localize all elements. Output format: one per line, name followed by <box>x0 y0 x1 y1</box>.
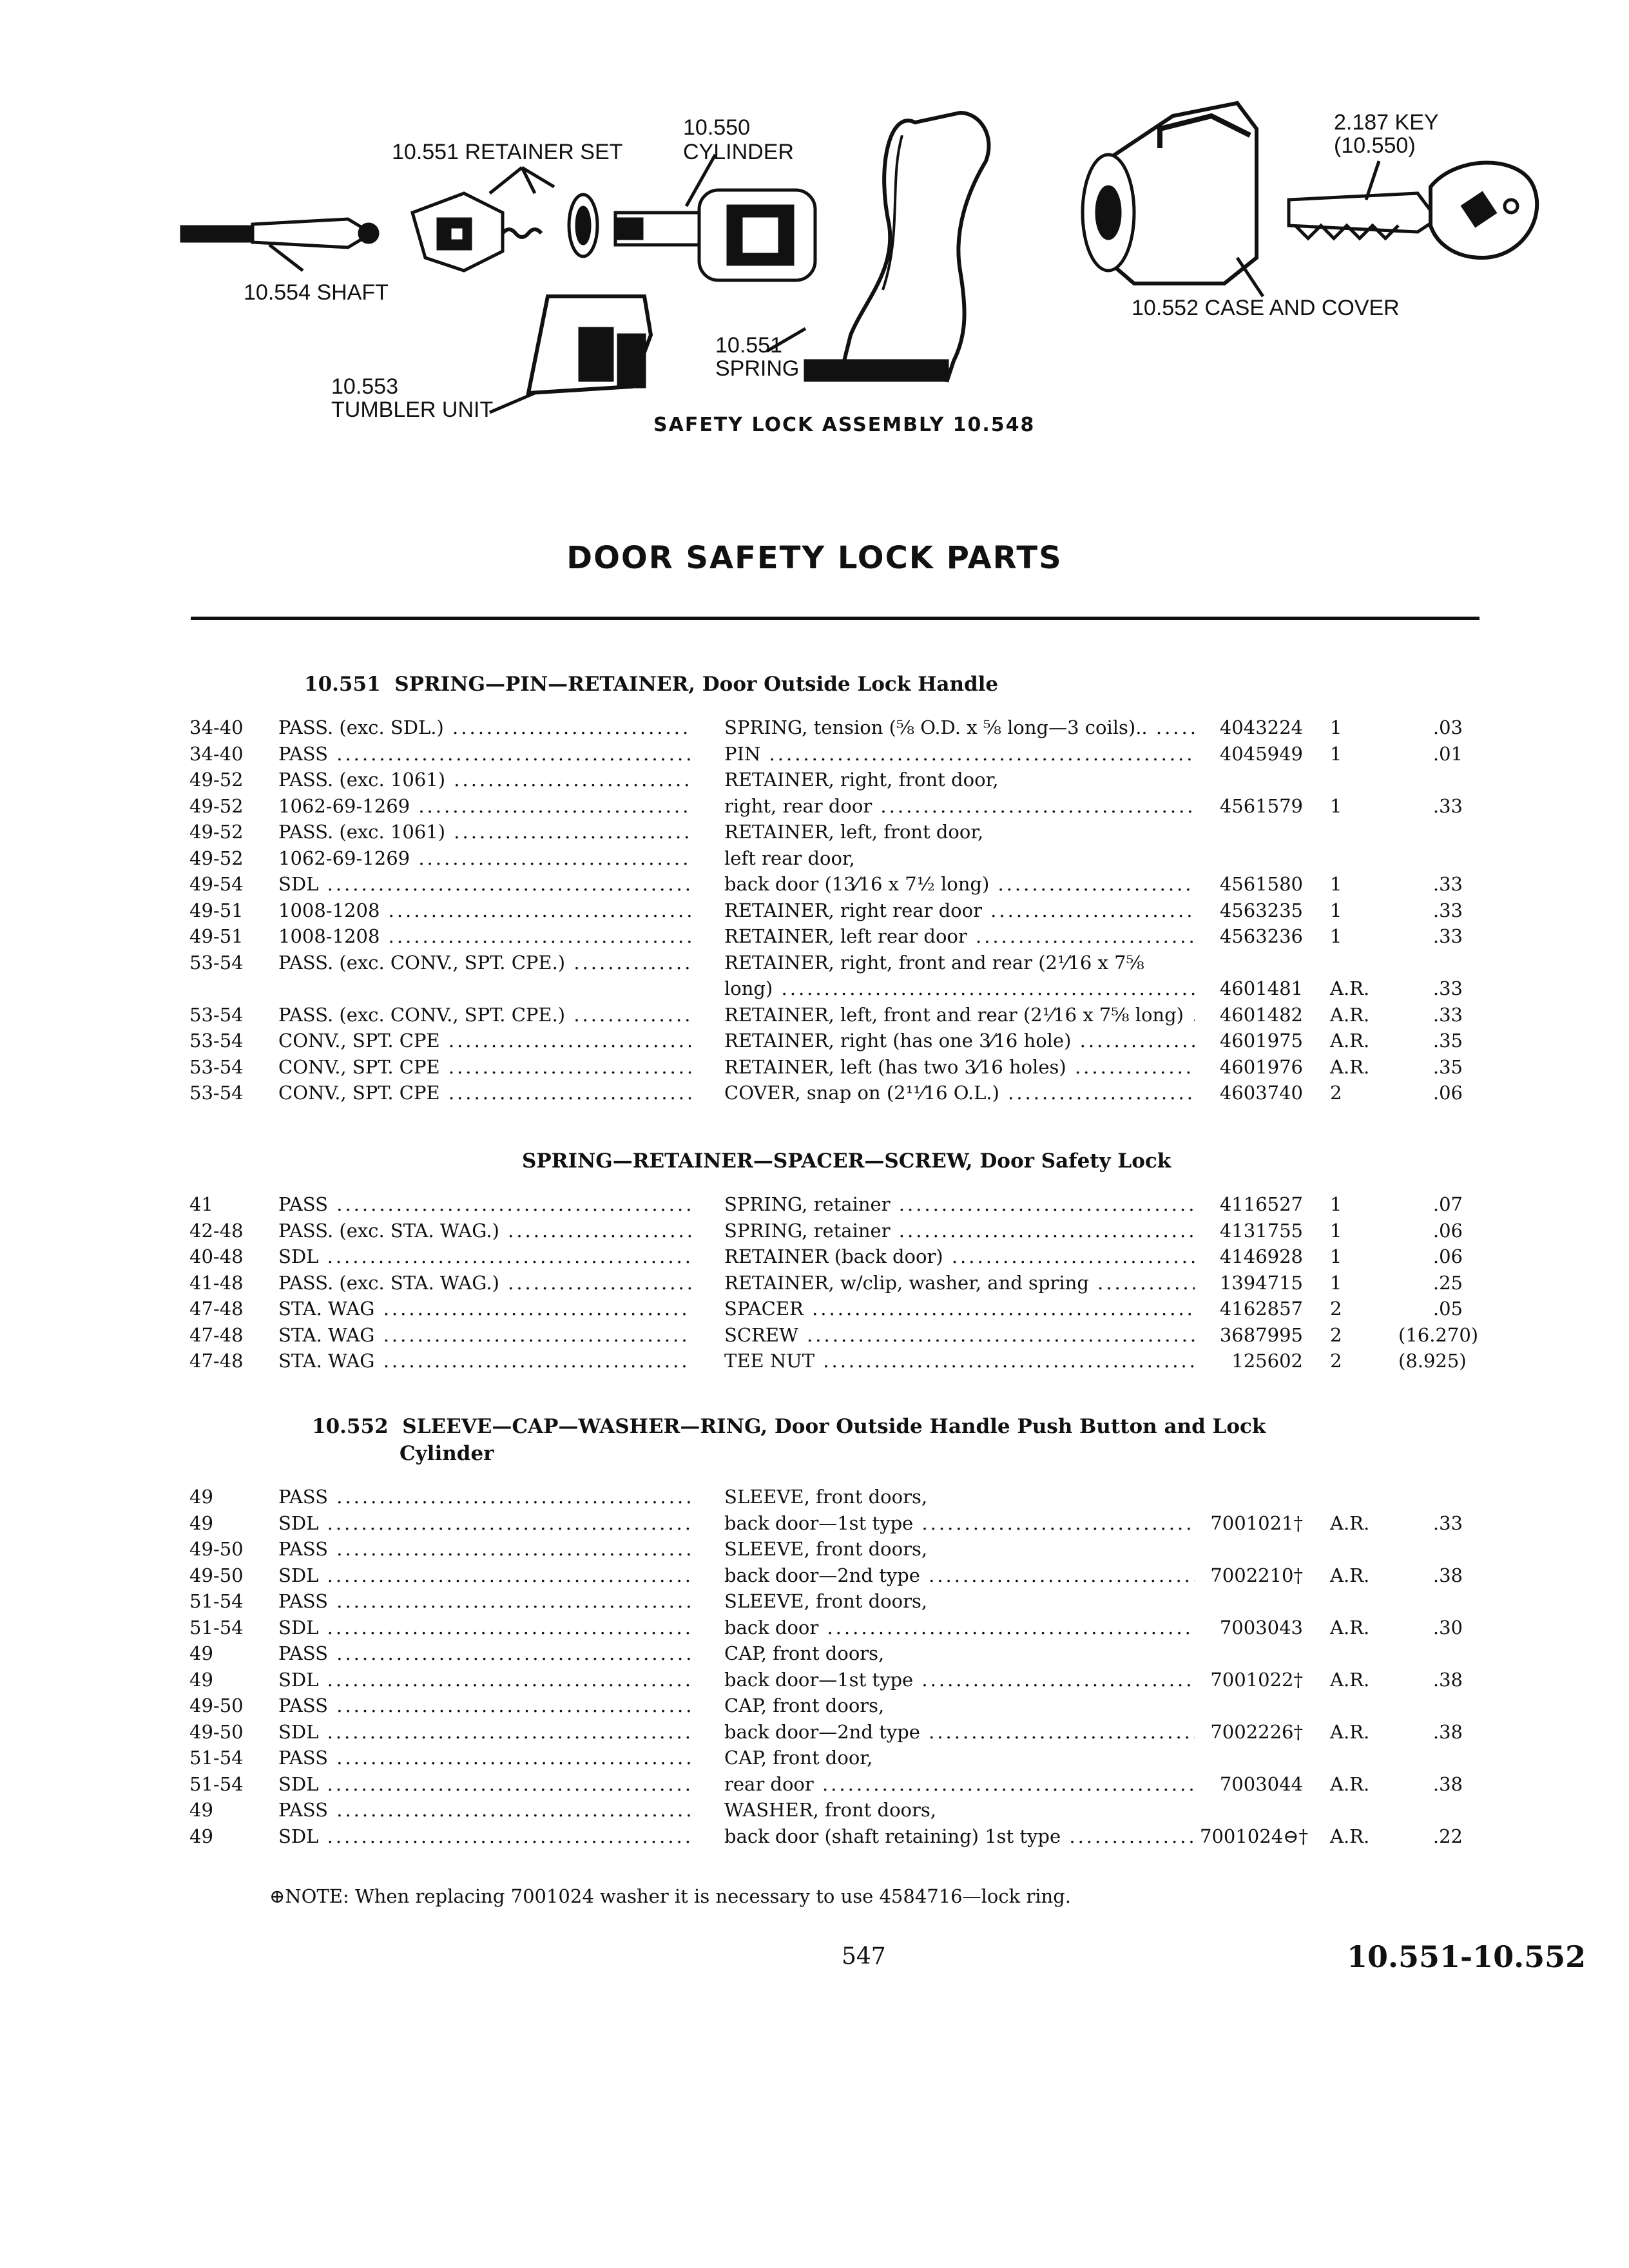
part-cell: 7001024⊖† <box>1200 1825 1308 1847</box>
model-cell: SDL ..... <box>278 1617 691 1639</box>
year-cell: 49 <box>189 1512 213 1534</box>
year-cell: 49 <box>189 1799 213 1821</box>
desc-cell: right, rear door ..... <box>724 795 1195 817</box>
part-cell: 4043224 <box>1219 716 1303 738</box>
qty-cell: 1 <box>1330 794 1342 817</box>
table-row <box>0 1695 1629 1720</box>
part-cell: 7001022† <box>1210 1668 1303 1691</box>
qty-cell: A.R. <box>1330 1030 1370 1052</box>
year-cell: 49-50 <box>189 1695 244 1716</box>
year-cell: 51-54 <box>189 1747 244 1769</box>
desc-cell: left rear door, <box>724 847 855 869</box>
model-cell: CONV., SPT. CPE ..... <box>278 1030 691 1052</box>
qty-cell: A.R. <box>1330 1616 1370 1639</box>
shaft-label: 10.554 SHAFT <box>244 280 389 305</box>
desc-cell: RETAINER, right rear door ..... <box>724 899 1195 921</box>
price-cell: .07 <box>1432 1193 1463 1215</box>
qty-cell: 2 <box>1330 1082 1342 1104</box>
price-cell: .06 <box>1432 1082 1463 1104</box>
year-cell: 49 <box>189 1825 213 1847</box>
assembly-caption: SAFETY LOCK ASSEMBLY 10.548 <box>653 414 1036 436</box>
qty-cell: 1 <box>1330 1271 1342 1294</box>
qty-cell: A.R. <box>1330 1720 1370 1743</box>
model-cell: PASS ..... <box>278 1193 691 1215</box>
year-cell: 47-48 <box>189 1298 244 1320</box>
table-row <box>0 925 1629 951</box>
price-cell: .33 <box>1432 1003 1463 1026</box>
year-cell: 53-54 <box>189 1030 244 1052</box>
model-cell: PASS. (exc. STA. WAG.) ..... <box>278 1272 691 1294</box>
price-cell: .33 <box>1432 925 1463 947</box>
table-row <box>0 1721 1629 1747</box>
qty-cell: A.R. <box>1330 1564 1370 1586</box>
table-row <box>0 1825 1629 1851</box>
year-cell: 49 <box>189 1668 213 1691</box>
year-cell: 49-54 <box>189 873 244 895</box>
part-cell: 4603740 <box>1219 1082 1303 1104</box>
desc-cell: RETAINER, right, front door, <box>724 769 999 791</box>
qty-cell: 1 <box>1330 1219 1342 1242</box>
section-heading-3 <box>312 1415 1266 1438</box>
part-cell: 4561580 <box>1219 873 1303 895</box>
qty-cell: A.R. <box>1330 1668 1370 1691</box>
model-cell: SDL ..... <box>278 1825 691 1847</box>
desc-cell: back door ..... <box>724 1617 1195 1639</box>
model-cell: PASS ..... <box>278 1590 691 1612</box>
table-row <box>0 873 1629 899</box>
qty-cell: 1 <box>1330 925 1342 947</box>
qty-cell: 2 <box>1330 1350 1342 1372</box>
desc-cell: CAP, front doors, <box>724 1642 885 1664</box>
year-cell: 49-50 <box>189 1564 244 1586</box>
table-row <box>0 1193 1629 1219</box>
section-title: SLEEVE—CAP—WASHER—RING, Door Outside Handle Push Button and Lock <box>402 1415 1266 1438</box>
table-row <box>0 1617 1629 1642</box>
part-cell: 4131755 <box>1219 1219 1303 1242</box>
price-cell: .33 <box>1432 1512 1463 1534</box>
qty-cell: 1 <box>1330 899 1342 921</box>
price-cell: .38 <box>1432 1720 1463 1743</box>
qty-cell: A.R. <box>1330 1003 1370 1026</box>
model-cell: PASS ..... <box>278 1642 691 1664</box>
model-cell: PASS. (exc. STA. WAG.) ..... <box>278 1220 691 1242</box>
key-label: 2.187 KEY <box>1334 110 1439 135</box>
qty-cell: 1 <box>1330 873 1342 895</box>
qty-cell: 1 <box>1330 742 1342 765</box>
part-cell: 4146928 <box>1219 1245 1303 1267</box>
table-row <box>0 716 1629 742</box>
table-row <box>0 1030 1629 1055</box>
table-row <box>0 952 1629 977</box>
year-cell: 41-48 <box>189 1271 244 1294</box>
model-cell: 1062-69-1269 ..... <box>278 847 691 869</box>
year-cell: 49 <box>189 1486 213 1508</box>
year-cell: 47-48 <box>189 1323 244 1346</box>
qty-cell: 2 <box>1330 1298 1342 1320</box>
year-cell: 51-54 <box>189 1773 244 1795</box>
year-cell: 49-52 <box>189 821 244 843</box>
case-and-cover-drawing <box>1083 103 1263 296</box>
price-cell: .25 <box>1432 1271 1463 1294</box>
desc-cell: SLEEVE, front doors, <box>724 1486 928 1508</box>
year-cell: 49-50 <box>189 1720 244 1743</box>
desc-cell: SPRING, tension (⅝ O.D. x ⅝ long—3 coils).. ..... <box>724 716 1195 738</box>
model-cell: STA. WAG ..... <box>278 1350 691 1372</box>
part-cell: 4601481 <box>1219 977 1303 999</box>
desc-cell: PIN ..... <box>724 743 1195 765</box>
year-cell: 49-51 <box>189 899 244 921</box>
desc-cell: RETAINER, left, front door, <box>724 821 984 843</box>
part-cell: 1394715 <box>1219 1271 1303 1294</box>
table-row <box>0 1564 1629 1590</box>
model-cell: PASS ..... <box>278 1486 691 1508</box>
desc-cell: back door—1st type ..... <box>724 1669 1195 1691</box>
part-cell: 7001021† <box>1210 1512 1303 1534</box>
table-row <box>0 1298 1629 1323</box>
model-cell: 1008-1208 ..... <box>278 925 691 947</box>
table-row <box>0 1272 1629 1298</box>
year-cell: 49-50 <box>189 1538 244 1560</box>
table-row <box>0 1324 1629 1350</box>
model-cell: PASS. (exc. CONV., SPT. CPE.) ..... <box>278 952 691 974</box>
price-cell: .33 <box>1432 977 1463 999</box>
spring-label: SPRING <box>715 356 800 381</box>
desc-cell: RETAINER, right, front and rear (2⅟16 x 7⅝ <box>724 951 1144 974</box>
year-cell: 34-40 <box>189 716 244 738</box>
model-cell: PASS ..... <box>278 1799 691 1821</box>
table-row <box>0 1486 1629 1512</box>
part-cell: 4561579 <box>1219 794 1303 817</box>
section-heading-1 <box>304 673 998 696</box>
table-row <box>0 795 1629 821</box>
model-cell: 1008-1208 ..... <box>278 899 691 921</box>
desc-cell: rear door ..... <box>724 1773 1195 1795</box>
year-cell: 47-48 <box>189 1350 244 1372</box>
page-number: 547 <box>842 1943 886 1970</box>
model-cell: PASS ..... <box>278 1695 691 1716</box>
desc-cell: RETAINER, left rear door ..... <box>724 925 1195 947</box>
key-reference-label: (10.550) <box>1334 133 1416 158</box>
part-cell: 7002226† <box>1210 1720 1303 1743</box>
model-cell: PASS. (exc. SDL.) ..... <box>278 716 691 738</box>
desc-cell: TEE NUT ..... <box>724 1350 1195 1372</box>
shaft-drawing <box>182 219 378 271</box>
model-cell: SDL ..... <box>278 1669 691 1691</box>
desc-cell: CAP, front door, <box>724 1747 873 1769</box>
qty-cell: 1 <box>1330 1193 1342 1215</box>
price-cell: .38 <box>1432 1668 1463 1691</box>
desc-cell: RETAINER, w/clip, washer, and spring ..... <box>724 1272 1195 1294</box>
desc-cell: WASHER, front doors, <box>724 1799 936 1821</box>
desc-cell: SPRING, retainer ..... <box>724 1193 1195 1215</box>
model-cell: PASS ..... <box>278 743 691 765</box>
table-row <box>0 1004 1629 1030</box>
qty-cell: A.R. <box>1330 977 1370 999</box>
table-row <box>0 769 1629 794</box>
section-reference: 10.551-10.552 <box>1347 1939 1586 1974</box>
cylinder-drawing <box>615 155 815 280</box>
desc-cell: back door—1st type ..... <box>724 1512 1195 1534</box>
year-cell: 53-54 <box>189 1003 244 1026</box>
model-cell: SDL ..... <box>278 1245 691 1267</box>
part-cell: 4601976 <box>1219 1055 1303 1078</box>
desc-cell: COVER, snap on (2¹¹⁄16 O.L.) ..... <box>724 1082 1195 1104</box>
part-cell: 4601482 <box>1219 1003 1303 1026</box>
qty-cell: A.R. <box>1330 1773 1370 1795</box>
tumbler-number-label: 10.553 <box>331 374 398 399</box>
model-cell: PASS. (exc. CONV., SPT. CPE.) ..... <box>278 1004 691 1026</box>
price-cell: .33 <box>1432 873 1463 895</box>
table-row <box>0 977 1629 1003</box>
desc-cell: RETAINER (back door) ..... <box>724 1245 1195 1267</box>
section-number: 10.551 <box>304 673 381 696</box>
price-cell: .33 <box>1432 899 1463 921</box>
section-heading-2 <box>522 1149 1171 1173</box>
table-row <box>0 1056 1629 1082</box>
model-cell: 1062-69-1269 ..... <box>278 795 691 817</box>
model-cell: STA. WAG ..... <box>278 1324 691 1346</box>
qty-cell: 1 <box>1330 716 1342 738</box>
desc-cell: RETAINER, left (has two 3⁄16 holes) ..... <box>724 1056 1195 1078</box>
year-cell: 53-54 <box>189 1082 244 1104</box>
year-cell: 34-40 <box>189 742 244 765</box>
part-cell: 4563235 <box>1219 899 1303 921</box>
model-cell: PASS. (exc. 1061) ..... <box>278 769 691 791</box>
section-heading-3-continued: Cylinder <box>400 1442 494 1465</box>
part-cell: 4162857 <box>1219 1298 1303 1320</box>
replacement-note: ⊕NOTE: When replacing 7001024 washer it is necessary to use 4584716—lock ring. <box>269 1885 1071 1907</box>
spring-number-label: 10.551 <box>715 333 782 358</box>
section-number: 10.552 <box>312 1415 389 1438</box>
table-row <box>0 1799 1629 1825</box>
case-and-cover-label: 10.552 CASE AND COVER <box>1132 296 1400 320</box>
cylinder-label: CYLINDER <box>683 140 794 164</box>
desc-cell: SCREW ..... <box>724 1324 1195 1346</box>
part-cell: 7003043 <box>1219 1616 1303 1639</box>
table-row <box>0 821 1629 847</box>
year-cell: 40-48 <box>189 1245 244 1267</box>
year-cell: 53-54 <box>189 1055 244 1078</box>
model-cell: SDL ..... <box>278 1512 691 1534</box>
table-row <box>0 847 1629 873</box>
year-cell: 49-51 <box>189 925 244 947</box>
model-cell: SDL ..... <box>278 1564 691 1586</box>
table-row <box>0 1350 1629 1376</box>
model-cell: CONV., SPT. CPE ..... <box>278 1056 691 1078</box>
table-row <box>0 1642 1629 1668</box>
price-cell: .06 <box>1432 1245 1463 1267</box>
price-cell: (8.925) <box>1398 1350 1467 1372</box>
desc-cell: SPACER ..... <box>724 1298 1195 1320</box>
table-row <box>0 1512 1629 1538</box>
title-divider <box>191 617 1480 620</box>
tumbler-label: TUMBLER UNIT <box>331 398 494 422</box>
part-cell: 4116527 <box>1219 1193 1303 1215</box>
year-cell: 49-52 <box>189 769 244 791</box>
table-row <box>0 1082 1629 1108</box>
table-row <box>0 1245 1629 1271</box>
year-cell: 41 <box>189 1193 213 1215</box>
desc-cell: back door—2nd type ..... <box>724 1564 1195 1586</box>
price-cell: (16.270) <box>1398 1323 1479 1346</box>
price-cell: .01 <box>1432 742 1463 765</box>
desc-cell: RETAINER, left, front and rear (2⅟16 x 7⅝ long) ..... <box>724 1004 1195 1026</box>
table-row <box>0 1220 1629 1245</box>
page-title: DOOR SAFETY LOCK PARTS <box>566 540 1063 576</box>
qty-cell: A.R. <box>1330 1055 1370 1078</box>
part-cell: 4601975 <box>1219 1030 1303 1052</box>
qty-cell: A.R. <box>1330 1825 1370 1847</box>
desc-cell: CAP, front doors, <box>724 1695 885 1716</box>
year-cell: 51-54 <box>189 1616 244 1639</box>
model-cell: SDL ..... <box>278 1773 691 1795</box>
desc-cell: back door (13⁄16 x 7½ long) ..... <box>724 873 1195 895</box>
part-cell: 4563236 <box>1219 925 1303 947</box>
section-title: SPRING—RETAINER—SPACER—SCREW, Door Safety Lock <box>522 1149 1171 1173</box>
retainer-set-label: 10.551 RETAINER SET <box>392 140 623 164</box>
table-row <box>0 1773 1629 1799</box>
price-cell: .05 <box>1432 1298 1463 1320</box>
price-cell: .06 <box>1432 1219 1463 1242</box>
year-cell: 49 <box>189 1642 213 1664</box>
part-cell: 125602 <box>1231 1350 1303 1372</box>
model-cell: PASS ..... <box>278 1747 691 1769</box>
part-cell: 4045949 <box>1219 742 1303 765</box>
year-cell: 49-52 <box>189 847 244 869</box>
price-cell: .22 <box>1432 1825 1463 1847</box>
table-row <box>0 1669 1629 1695</box>
year-cell: 42-48 <box>189 1219 244 1242</box>
year-cell: 53-54 <box>189 951 244 974</box>
price-cell: .38 <box>1432 1564 1463 1586</box>
model-cell: PASS ..... <box>278 1538 691 1560</box>
price-cell: .03 <box>1432 716 1463 738</box>
qty-cell: A.R. <box>1330 1512 1370 1534</box>
qty-cell: 1 <box>1330 1245 1342 1267</box>
price-cell: .35 <box>1432 1055 1463 1078</box>
table-row <box>0 1747 1629 1773</box>
table-row <box>0 1538 1629 1564</box>
desc-cell: SPRING, retainer ..... <box>724 1220 1195 1242</box>
part-cell: 3687995 <box>1219 1323 1303 1346</box>
qty-cell: 2 <box>1330 1323 1342 1346</box>
key-drawing <box>1289 161 1537 258</box>
year-cell: 51-54 <box>189 1590 244 1612</box>
year-cell: 49-52 <box>189 794 244 817</box>
desc-cell: SLEEVE, front doors, <box>724 1538 928 1560</box>
price-cell: .35 <box>1432 1030 1463 1052</box>
price-cell: .30 <box>1432 1616 1463 1639</box>
desc-cell: SLEEVE, front doors, <box>724 1590 928 1612</box>
price-cell: .38 <box>1432 1773 1463 1795</box>
price-cell: .33 <box>1432 794 1463 817</box>
retainer-set-drawing <box>412 168 597 271</box>
part-cell: 7002210† <box>1210 1564 1303 1586</box>
desc-cell: back door (shaft retaining) 1st type ..... <box>724 1825 1195 1847</box>
model-cell: STA. WAG ..... <box>278 1298 691 1320</box>
desc-cell: back door—2nd type ..... <box>724 1721 1195 1743</box>
table-row <box>0 899 1629 925</box>
table-row <box>0 1590 1629 1616</box>
section-title: SPRING—PIN—RETAINER, Door Outside Lock Handle <box>394 673 999 696</box>
model-cell: SDL ..... <box>278 873 691 895</box>
desc-cell: long) ..... <box>724 977 1195 999</box>
cylinder-number-label: 10.550 <box>683 115 750 140</box>
tumbler-unit-drawing <box>490 296 651 412</box>
model-cell: PASS. (exc. 1061) ..... <box>278 821 691 843</box>
table-row <box>0 743 1629 769</box>
part-cell: 7003044 <box>1219 1773 1303 1795</box>
desc-cell: RETAINER, right (has one 3⁄16 hole) ..... <box>724 1030 1195 1052</box>
model-cell: CONV., SPT. CPE ..... <box>278 1082 691 1104</box>
model-cell: SDL ..... <box>278 1721 691 1743</box>
